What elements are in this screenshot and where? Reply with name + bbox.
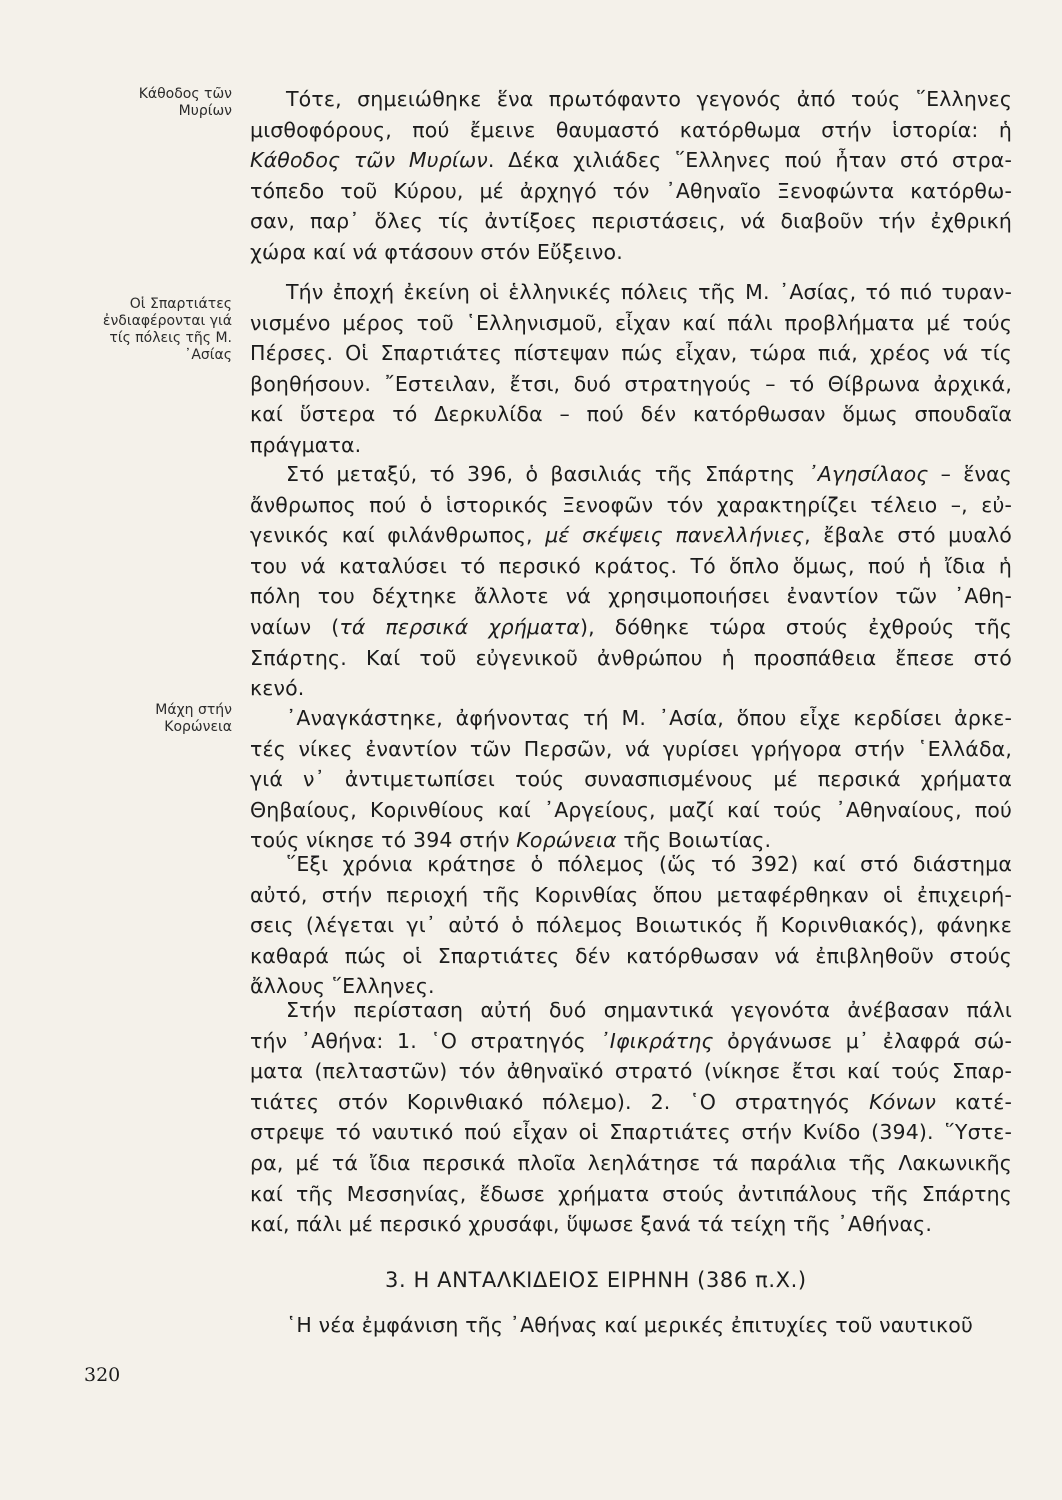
text-line: κενό. [250, 676, 305, 701]
italic-term: ᾿Αγησίλαος [807, 462, 929, 486]
text-line: Πέρσες. Οἱ Σπαρτιάτες πίστεψαν πώς εἶχαν, τώρα πιά, χρέος νά τίς [250, 341, 1012, 366]
text-line: ᾿Αναγκάστηκε, ἀφήνοντας τή Μ. ᾿Ασία, ὅπου εἶχε κερδίσει ἀρκε- [286, 706, 1012, 730]
text-line: σαν, παρ᾿ ὅλες τίς ἀντίξοες περιστάσεις, νά διαβοῦν τήν ἐχθρική [250, 209, 1012, 234]
text-run: . Δέκα χιλιάδες ῞Ελληνες πού ἦταν στό στρα- [487, 148, 1013, 173]
text-line: Θηβαίους, Κορινθίους καί ᾿Αργείους, μαζί καί τούς ᾿Αθηναίους, πού [250, 797, 1012, 822]
text-run: ὀργάνωσε μ᾿ ἐλαφρά σώ- [713, 1028, 1013, 1053]
paragraph-corinthian-war [250, 849, 1012, 1002]
text-line: Τότε, σημειώθηκε ἕνα πρωτόφαντο γεγονός ἀπό τούς ῞Ελληνες [286, 87, 1012, 111]
text-run: , ἔβαλε στό μυαλό [804, 523, 1012, 548]
italic-term: τά περσικά χρήματα [339, 614, 580, 639]
margin-note-koroneia [80, 702, 232, 736]
text-line: ῾Η νέα ἐμφάνιση τῆς ᾿Αθήνας καί μερικές ἐπιτυχίες τοῦ ναυτικοῦ [286, 1313, 973, 1337]
text-line: τόπεδο τοῦ Κύρου, μέ ἀρχηγό τόν ᾿Αθηναῖο Ξενοφώντα κατόρθω- [250, 178, 1012, 203]
text-run: τήν ᾿Αθήνα: 1. ῾Ο στρατηγός [250, 1028, 600, 1053]
text-run: τιάτες στόν Κορινθιακό πόλεμο). 2. ῾Ο στρατηγός [250, 1089, 870, 1114]
text-line: πράγματα. [250, 432, 362, 457]
margin-note-line: ᾿Ασίας [184, 347, 232, 363]
text-line: αὐτό, στήν περιοχή τῆς Κορινθίας ὅπου μεταφέρθηκαν οἱ ἐπιχειρή- [250, 882, 1012, 907]
margin-note-line: Κορώνεια [164, 719, 232, 735]
text-line: ἄνθρωπος πού ὁ ἱστορικός Ξενοφῶν τόν χαρακτηρίζει τέλειο –, εὐ- [250, 492, 1012, 517]
text-line: στρεψε τό ναυτικό πού εἶχαν οἱ Σπαρτιάτες στήν Κνίδο (394). ῞Υστε- [250, 1120, 1012, 1145]
text-line: πόλη του δέχτηκε ἄλλοτε νά χρησιμοποιήσει ἐναντίον τῶν ᾿Αθη- [250, 584, 1012, 609]
paragraph-agesilaus [250, 459, 1012, 704]
paragraph-antalcidas [250, 1310, 1012, 1341]
text-line: ἄλλους ῞Ελληνες. [250, 974, 435, 999]
text-line [250, 612, 1012, 643]
text-line: ῞Εξι χρόνια κράτησε ὁ πόλεμος (ὥς τό 392) καί στό διάστημα [286, 852, 1012, 876]
margin-note-anabasis [80, 86, 232, 120]
text-line: μισθοφόρους, πού ἔμεινε θαυμαστό κατόρθωμα στήν ἱστορία: ἡ [250, 117, 1012, 142]
italic-term: ᾿Ιφικράτης [599, 1028, 714, 1053]
text-run: – ἕνας [928, 462, 1012, 486]
text-line: ρα, μέ τά ἴδια περσικά πλοῖα λεηλάτησε τά παράλια τῆς Λακωνικῆς [250, 1150, 1012, 1175]
italic-term: Κάθοδος τῶν Μυρίων [250, 148, 488, 173]
text-line [250, 1087, 1012, 1118]
text-line [250, 145, 1012, 176]
text-line: καί τῆς Μεσσηνίας, ἔδωσε χρήματα στούς ἀντιπάλους τῆς Σπάρτης [250, 1181, 1012, 1206]
text-line: καθαρά πώς οἱ Σπαρτιάτες δέν κατόρθωσαν νά ἐπιβληθοῦν στούς [250, 943, 1012, 968]
italic-term: Κορώνεια [516, 828, 617, 853]
margin-note-line: Μάχη στήν [155, 702, 232, 718]
italic-term: μέ σκέψεις πανελλήνιες [545, 523, 805, 548]
section-heading: 3. Η ΑΝΤΑΛΚΙΔΕΙΟΣ ΕΙΡΗΝΗ (386 π.Χ.) [385, 1268, 807, 1292]
text-line: του νά καταλύσει τό περσικό κράτος. Τό ὅπλο ὅμως, πού ἡ ἴδια ἡ [250, 553, 1012, 578]
text-run: Στό μεταξύ, τό 396, ὁ βασιλιάς τῆς Σπάρτης [286, 462, 808, 486]
text-line: τές νίκες ἐναντίον τῶν Περσῶν, νά γυρίσει γρήγορα στήν ῾Ελλάδα, [250, 736, 1012, 761]
margin-note-line: Οἱ Σπαρτιάτες [129, 296, 232, 312]
text-line [250, 459, 1012, 490]
text-run: ναίων ( [250, 614, 340, 639]
text-run: τούς νίκησε τό 394 στήν [250, 828, 517, 853]
italic-term: Κόνων [869, 1089, 936, 1114]
paragraph-athens-rise [250, 995, 1012, 1240]
text-line: βοηθήσουν. ῎Εστειλαν, ἔτσι, δυό στρατηγούς – τό Θίβρωνα ἀρχικά, [250, 371, 1012, 396]
text-line: καί, πάλι μέ περσικό χρυσάφι, ὕψωσε ξανά τά τείχη τῆς ᾿Αθήνας. [250, 1212, 933, 1237]
text-run: γενικός καί φιλάνθρωπος, [250, 523, 546, 548]
paragraph-koroneia [250, 703, 1012, 856]
text-line: σεις (λέγεται γι᾿ αὐτό ὁ πόλεμος Βοιωτικός ἤ Κορινθιακός), φάνηκε [250, 913, 1012, 938]
margin-note-line: τίς πόλεις τῆς Μ. [109, 330, 232, 346]
text-run: ), δόθηκε τώρα στούς ἐχθρούς τῆς [579, 614, 1012, 639]
text-line: ματα (πελταστῶν) τόν ἀθηναϊκό στρατό (νίκησε ἔτσι καί τούς Σπαρ- [250, 1059, 1012, 1084]
text-line: καί ὕστερα τό Δερκυλίδα – πού δέν κατόρθωσαν ὅμως σπουδαῖα [250, 402, 1012, 427]
text-line: Στήν περίσταση αὐτή δυό σημαντικά γεγονότα ἀνέβασαν πάλι [286, 998, 1012, 1022]
text-line [250, 520, 1012, 551]
text-line: Σπάρτης. Καί τοῦ εὐγενικοῦ ἀνθρώπου ἡ προσπάθεια ἔπεσε στό [250, 645, 1012, 670]
text-run: τῆς Βοιωτίας. [616, 828, 772, 853]
paragraph-asia-cities [250, 277, 1012, 461]
text-line: γιά ν᾿ ἀντιμετωπίσει τούς συνασπισμένους μέ περσικά χρήματα [250, 767, 1012, 792]
text-line: νισμένο μέρος τοῦ ῾Ελληνισμοῦ, εἶχαν καί πάλι προβλήματα μέ τούς [250, 310, 1012, 335]
text-line: Τήν ἐποχή ἐκείνη οἱ ἑλληνικές πόλεις τῆς Μ. ᾿Ασίας, τό πιό τυραν- [286, 280, 1012, 304]
paragraph-anabasis [250, 84, 1012, 268]
margin-note-line: Μυρίων [178, 103, 232, 119]
text-line [250, 1026, 1012, 1057]
text-run: κατέ- [935, 1089, 1012, 1114]
margin-note-spartans-asia [80, 296, 232, 364]
text-line: χώρα καί νά φτάσουν στόν Εὔξεινο. [250, 239, 623, 264]
margin-note-line: Κάθοδος τῶν [138, 86, 232, 102]
page-number: 320 [84, 1364, 121, 1386]
margin-note-line: ἐνδιαφέρονται γιά [102, 313, 232, 329]
